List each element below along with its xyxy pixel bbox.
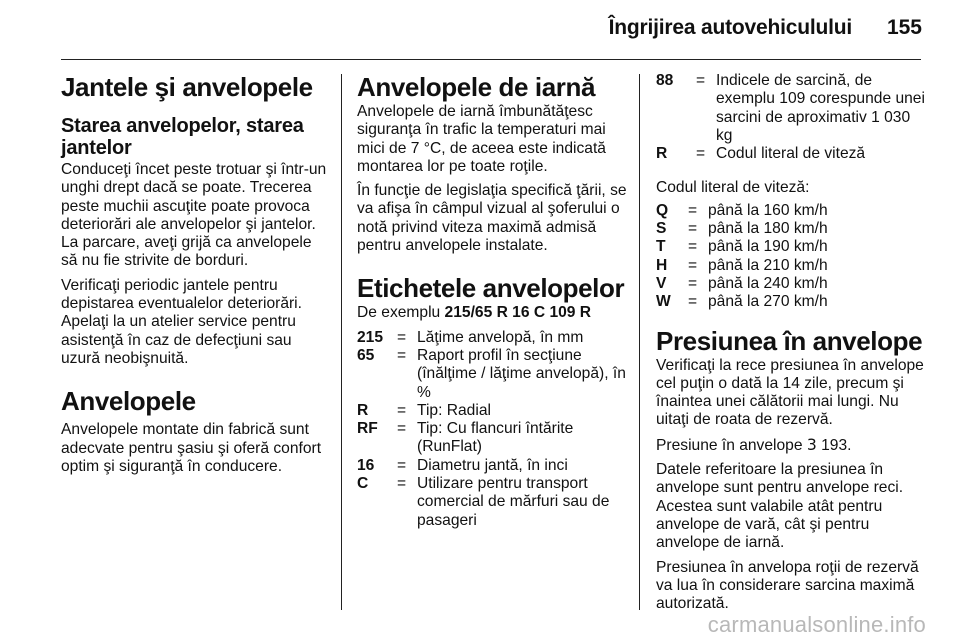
definition-equals: = [688, 238, 698, 256]
definition-equals: = [688, 256, 698, 274]
definition-row [656, 145, 926, 163]
definition-term: 88 [656, 72, 674, 89]
definition-term: C [357, 475, 369, 493]
load-speed-definitions [656, 72, 926, 163]
section-title-anvelopele: Anvelopele [61, 386, 196, 417]
definition-text: până la 240 km/h [708, 274, 828, 292]
paragraph: Verificaţi periodic jantele pentru depistarea eventualelor deteriorări. Apelaţi la un atelier service pentru asistenţă în caz de defecţiuni sau uzură neobişnuită. [61, 276, 302, 367]
definition-row [656, 220, 926, 238]
example-code: 215/65 R 16 C 109 R [444, 304, 592, 322]
column-3 [656, 72, 926, 619]
definition-text: până la 270 km/h [708, 293, 828, 311]
paragraph: Datele referitoare la presiunea în anvelope sunt pentru anvelope reci. Acestea sunt valabile atât pentru anvelope de vară, cât şi pentru anvelope de iarnă. [656, 461, 904, 552]
paragraph: Presiunea în anvelopa roţii de rezervă va lua în considerare sarcina maximă autorizată. [656, 558, 919, 613]
definition-row [656, 202, 926, 220]
definition-text: Raport profil în secţiune (înălţime / lăţime anvelopă), în % [417, 346, 626, 401]
arrow-icon: 3 [806, 435, 817, 454]
speed-intro: Codul literal de viteză: [656, 179, 810, 197]
definition-term: V [656, 274, 667, 292]
definition-term: T [656, 238, 666, 256]
definition-term: 65 [357, 346, 375, 364]
definition-term: H [656, 256, 668, 274]
definition-row [656, 257, 926, 275]
definition-text: Tip: Radial [417, 401, 491, 419]
definition-row [656, 293, 926, 311]
definition-row [357, 420, 627, 457]
definition-text: Codul literal de viteză [716, 145, 866, 163]
paragraph: Anvelopele montate din fabrică sunt adecvate pentru şasiu şi oferă confort optim şi siguranţă în conducere. [61, 421, 322, 475]
definition-term: S [656, 220, 667, 238]
pressure-reference [656, 436, 926, 455]
definition-equals: = [397, 401, 407, 419]
header-rule [61, 59, 921, 60]
definition-row [656, 238, 926, 256]
subheading-starea: Starea anvelopelor, starea jantelor [61, 115, 304, 159]
example-line [357, 304, 627, 322]
definition-equals: = [688, 201, 698, 219]
column-1 [61, 72, 329, 482]
section-title-etichetele: Etichetele anvelopelor [357, 273, 625, 304]
definition-text: până la 210 km/h [708, 256, 828, 274]
definition-text: Diametru jantă, în inci [417, 456, 568, 474]
column-2 [357, 72, 627, 536]
definition-term: 215 [357, 328, 384, 346]
definition-row [357, 402, 627, 420]
definition-term: R [357, 401, 369, 419]
definition-row [357, 457, 627, 475]
section-title-jantele: Jantele şi anvelopele [61, 72, 313, 102]
speed-code-list [656, 202, 926, 312]
definition-term: RF [357, 420, 378, 438]
definition-row [656, 72, 926, 145]
pressure-ref-page: 193. [816, 436, 852, 454]
pressure-ref-prefix: Presiune în anvelope [656, 436, 807, 454]
section-title-presiunea: Presiunea în anvelope [656, 325, 923, 356]
watermark: carmanualsonline.info [707, 612, 926, 637]
paragraph: Verificaţi la rece presiunea în anvelope cel puţin o dată la 14 zile, precum şi înaintea unei călătorii mai lungi. Nu uitaţi de roata de rezervă. [656, 356, 924, 429]
definition-equals: = [397, 328, 407, 346]
example-prefix: De exemplu [357, 304, 445, 322]
definition-term: 16 [357, 456, 375, 474]
section-title-iarna: Anvelopele de iarnă [357, 72, 596, 102]
page-number: 155 [886, 16, 922, 39]
tire-code-definitions [357, 329, 627, 530]
definition-text: Lăţime anvelopă, în mm [417, 328, 584, 346]
column-divider-1 [341, 74, 342, 610]
definition-equals: = [397, 346, 407, 364]
definition-text: până la 160 km/h [708, 201, 828, 219]
paragraph: În funcţie de legislaţia specifică ţării, se va afişa în câmpul vizual al şoferului o notă privind viteza maximă admisă pentru anvelopele instalate. [357, 182, 627, 255]
paragraph: Anvelopele de iarnă îmbunătăţesc siguranţa în trafic la temperaturi mai mici de 7 °C, de aceea este indicată montarea lor pe toate roţile. [357, 103, 606, 175]
definition-text: Tip: Cu flancuri întărite (RunFlat) [417, 420, 574, 456]
definition-row [357, 347, 627, 402]
definition-equals: = [397, 456, 407, 474]
definition-equals: = [688, 274, 698, 292]
definition-text: până la 190 km/h [708, 238, 828, 256]
definition-term: Q [656, 201, 669, 219]
definition-equals: = [397, 475, 407, 493]
definition-equals: = [397, 420, 407, 438]
definition-text: Indicele de sarcină, de exemplu 109 corespunde unei sarcini de aproximativ 1 030 kg [716, 72, 925, 144]
definition-equals: = [688, 293, 698, 311]
definition-term: W [656, 293, 671, 311]
definition-row [357, 329, 627, 347]
definition-term: R [656, 145, 668, 163]
definition-row [357, 475, 627, 530]
definition-text: Utilizare pentru transport comercial de mărfuri sau de pasageri [417, 475, 610, 529]
paragraph: Conduceţi încet peste trotuar şi într-un unghi drept dacă se poate. Trecerea peste muchii ascuţite poate provoca deteriorări ale anvelopelor şi jantelor. La parcare, aveţi grijă ca anvelopele să nu fie strivite de borduri. [61, 161, 327, 270]
definition-text: până la 180 km/h [708, 220, 828, 238]
definition-equals: = [688, 220, 698, 238]
definition-equals: = [696, 145, 706, 163]
column-divider-2 [639, 74, 640, 610]
definition-equals: = [696, 72, 706, 89]
definition-row [656, 275, 926, 293]
header-title: Îngrijirea autovehiculului [608, 16, 852, 39]
